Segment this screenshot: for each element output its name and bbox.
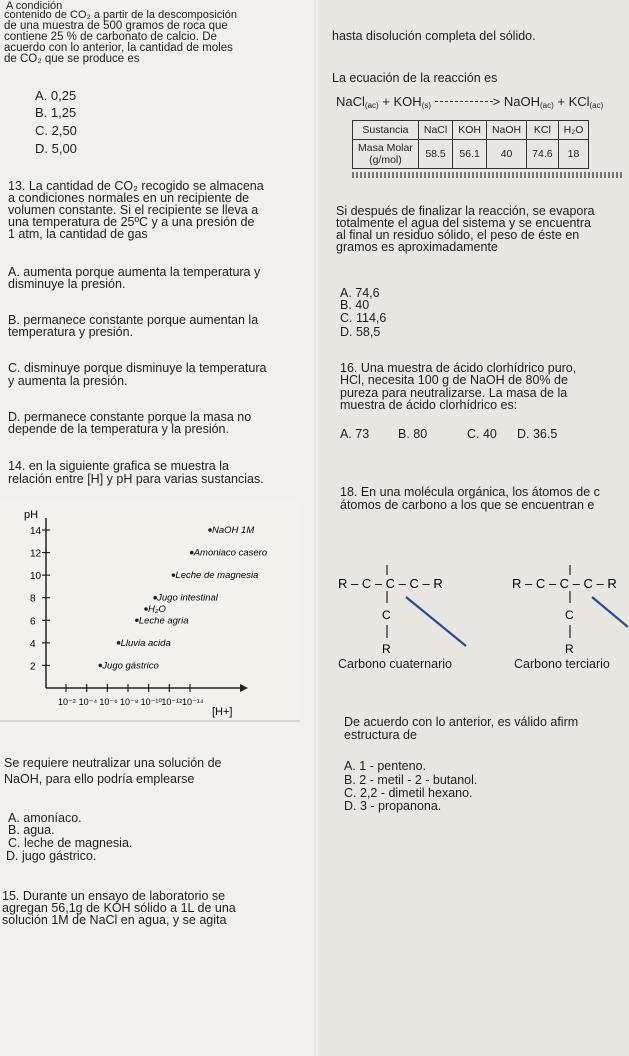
q14-line: relación entre [H] y pH para varias sustancias.: [8, 472, 264, 486]
chart-point-label: Leche agria: [138, 615, 189, 627]
q14-option: D. jugo gástrico.: [6, 849, 97, 863]
right-line: La ecuación de la reacción es: [332, 71, 498, 85]
q16-line: muestra de ácido clorhídrico es:: [340, 398, 518, 412]
chart-point-label: Amoniaco casero: [193, 547, 268, 559]
q13-line: una temperatura de 25ºC y a una presión de: [8, 215, 255, 229]
q18-option: B. 2 - metil - 2 - butanol.: [344, 773, 478, 787]
y-tick-label: 8: [30, 593, 36, 605]
y-tick-label: 14: [30, 526, 42, 537]
x-tick-label: 10⁻⁴: [78, 697, 98, 707]
q16-line: pureza para neutralizarse. La masa de la: [340, 386, 568, 400]
carbon-structures: [328, 545, 628, 675]
q13-line: a condiciones normales en un recipiente de: [8, 191, 250, 205]
y-tick-label: 4: [30, 638, 36, 650]
q18-option: A. 1 - penteno.: [344, 759, 427, 773]
option: A. 74,6: [340, 286, 380, 300]
q16-option: A. 73: [340, 427, 370, 441]
q18-option: C. 2,2 - dimetil hexano.: [344, 786, 473, 800]
right-after-line: al final un residuo sólido, el peso de éste en: [336, 228, 580, 242]
branch-carbon: C: [382, 608, 391, 622]
caption-cuaternario: Carbono cuaternario: [338, 657, 452, 671]
pointer-arrow: [406, 597, 466, 646]
q13-line: 1 atm, la cantidad de gas: [8, 227, 148, 241]
table-row: [353, 140, 589, 169]
x-tick-label: 10⁻²: [58, 697, 76, 707]
pointer-arrow: [592, 597, 628, 627]
y-tick-label: 2: [30, 661, 36, 673]
chart-point-label: NaOH 1M: [212, 525, 255, 536]
struct-text: R – C – C – C – R: [512, 576, 617, 591]
table-cell: KCl: [527, 121, 558, 140]
right-line: hasta disolución completa del sólido.: [332, 29, 536, 43]
chart-point-label: H₂O: [148, 604, 166, 615]
table-cell: 40: [486, 140, 526, 169]
option: A. 0,25: [35, 88, 77, 103]
branch-r: R: [382, 642, 391, 656]
x-tick-label: 10⁻¹²: [161, 697, 183, 707]
q13-option: C. disminuye porque disminuye la temperatura: [8, 361, 267, 375]
intro-line: de CO₂ que se produce es: [4, 53, 140, 65]
table-cell: NaOH: [486, 121, 526, 140]
q15-line: agregan 56,1g de KOH sólido a 1L de una: [2, 901, 236, 915]
reaction-equation: NaCl$_{(ac)}$ + $KOH_{(s)}$ > NaOH$_{(ac)}$ + KCl$_{(ac)}$: [336, 94, 604, 110]
q16-option: D. 36.5: [517, 427, 558, 441]
q15-line: 15. Durante un ensayo de laboratorio se: [2, 889, 226, 903]
q14-cont: Se requiere neutralizar una solución de: [4, 756, 222, 770]
q14-option: B. agua.: [8, 823, 55, 837]
intro-line: de una muestra de 500 gramos de roca que: [4, 20, 228, 32]
q18-follow: estructura de: [344, 728, 417, 742]
y-tick-label: 12: [30, 548, 42, 560]
intro-line: contiene 25 % de carbonato de calcio. De: [4, 31, 217, 43]
intro-line: acuerdo con lo anterior, la cantidad de moles: [4, 42, 233, 54]
q18-option: D. 3 - propanona.: [344, 799, 442, 813]
table-cell: 58.5: [418, 140, 452, 169]
q18-line: 18. En una molécula orgánica, los átomos de c: [340, 485, 600, 499]
branch-r: R: [565, 642, 574, 656]
x-axis-label: [H+]: [212, 706, 233, 718]
q14-option: C. leche de magnesia.: [8, 836, 133, 850]
option: D. 5,00: [35, 141, 77, 156]
q14-cont: NaOH, para ello podría emplearse: [4, 772, 195, 786]
q18-follow: De acuerdo con lo anterior, es válido afirm: [344, 715, 579, 729]
option: C. 114,6: [340, 311, 387, 325]
table-cell: 74.6: [527, 140, 558, 169]
table-cell: KOH: [453, 121, 487, 140]
chart-point-label: Leche de magnesia: [175, 570, 259, 582]
q18-line: átomos de carbono a los que se encuentran e: [340, 498, 595, 512]
x-tick-label: 10⁻⁶: [99, 697, 118, 707]
q13-line: volumen constante. Si el recipiente se lleva a: [8, 203, 259, 217]
right-after-line: totalmente el agua del sistema y se encuentra: [336, 216, 592, 230]
q16-line: HCl, necesita 100 g de NaOH de 80% de: [340, 373, 568, 387]
table-cell: [353, 140, 419, 169]
table-cell: H₂O: [558, 121, 589, 140]
q13-option: disminuye la presión.: [8, 277, 126, 291]
intro-line: A condición: [6, 0, 63, 12]
table-row: [353, 121, 589, 140]
chart-point-label: Jugo intestinal: [157, 592, 218, 604]
q16-line: 16. Una muestra de ácido clorhídrico puro,: [340, 361, 577, 375]
row-label: Masa Molar: [358, 142, 413, 154]
x-tick-label: 10⁻¹⁰: [140, 697, 163, 707]
table-cell: NaCl: [418, 121, 452, 140]
y-axis-label: pH: [24, 509, 39, 521]
y-tick-label: 10: [30, 571, 42, 583]
q16-option: B. 80: [398, 427, 428, 441]
right-after-line: Si después de finalizar la reacción, se evapora: [336, 204, 595, 218]
table-cell: Sustancia: [353, 121, 419, 140]
tertiary-structure: [512, 565, 628, 656]
q13-option: A. aumenta porque aumenta la temperatura y: [8, 265, 261, 279]
q13-line: 13. La cantidad de CO₂ recogido se almacena: [8, 179, 264, 193]
q13-option: D. permanece constante porque la masa no: [8, 410, 252, 424]
q13-option: B. permanece constante porque aumentan la: [8, 313, 259, 327]
caption-terciario: Carbono terciario: [514, 657, 610, 671]
quaternary-structure: [338, 565, 466, 656]
branch-carbon: C: [565, 608, 574, 622]
intro-line: contenido de CO₂ a partir de la descomposición: [4, 9, 237, 21]
struct-text: R – C – C – C – R: [338, 576, 443, 591]
chart-point-label: Jugo gástrico: [102, 660, 159, 672]
ph-chart: [0, 500, 300, 725]
table-cell: 18: [558, 140, 589, 169]
q13-option: temperatura y presión.: [8, 325, 134, 339]
x-tick-label: 10⁻¹⁴: [182, 697, 204, 707]
row-label-unit: (g/mol): [369, 154, 402, 166]
q14-option: A. amoníaco.: [8, 811, 82, 825]
option: B. 1,25: [35, 105, 77, 120]
q14-line: 14. en la siguiente grafica se muestra la: [8, 459, 229, 473]
chart-point-label: Lluvia acida: [120, 637, 171, 649]
q15-line: solución 1M de NaCl en agua, y se agita: [2, 913, 227, 927]
print-smudge: [352, 172, 622, 178]
option: C. 2,50: [35, 123, 77, 138]
y-tick-label: 6: [30, 616, 36, 628]
right-after-line: gramos es aproximadamente: [336, 240, 498, 254]
x-tick-label: 10⁻⁸: [120, 697, 139, 707]
option: D. 58,5: [340, 325, 381, 339]
table-cell: 56.1: [453, 140, 487, 169]
q13-option: y aumenta la presión.: [8, 374, 128, 388]
q13-option: depende de la temperatura y la presión.: [8, 422, 229, 436]
q16-option: C. 40: [467, 427, 497, 441]
molar-mass-table: [352, 120, 589, 169]
option: B. 40: [340, 298, 370, 312]
